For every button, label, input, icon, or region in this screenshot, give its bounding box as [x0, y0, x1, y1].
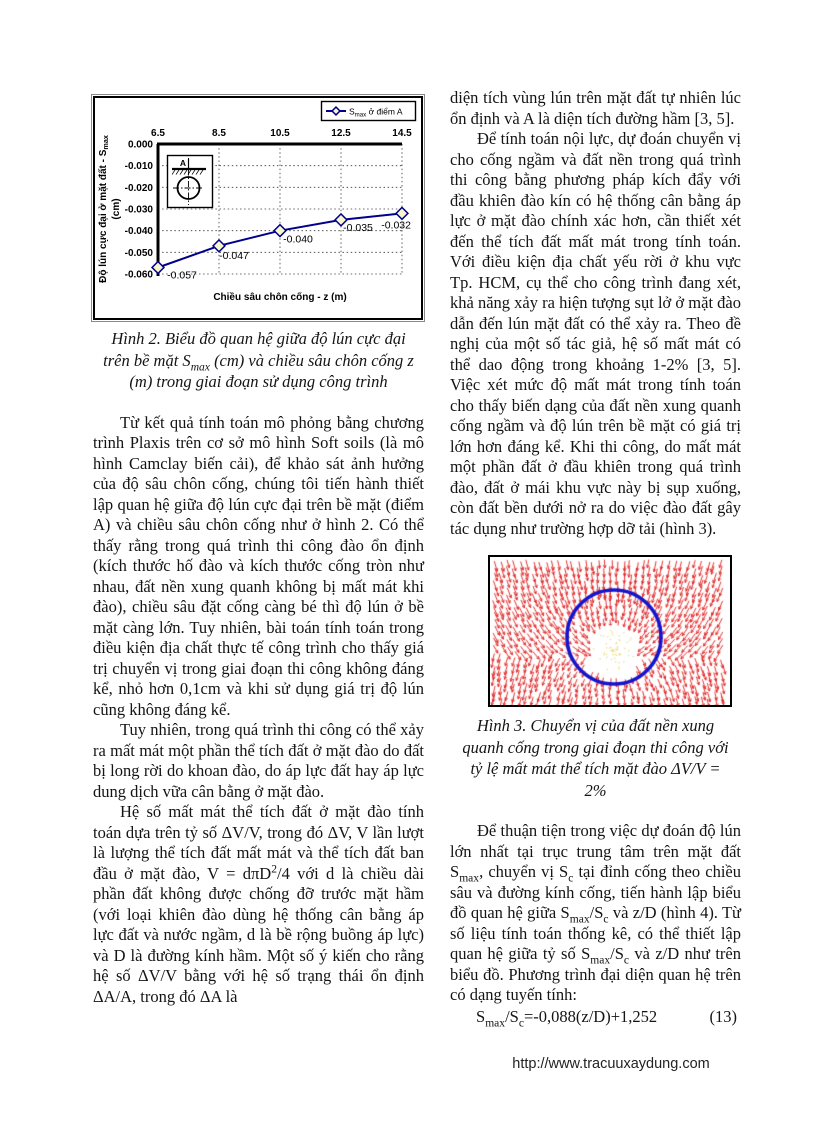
- equation-13-number: (13): [709, 1006, 737, 1026]
- y-tick-label: -0.010: [124, 161, 153, 173]
- figure2-caption: Hình 2. Biểu đồ quan hệ giữa độ lún cực đại trên bề mặt $S_{max}$ (cm) và chiều sâu chôn cống z (m) trong giai đoạn sử dụng công trình: [103, 329, 414, 391]
- left-paragraph-2: Tuy nhiên, trong quá trình thi công có thể xảy ra mất mát một phần thể tích đất ở mặt đào do đất bị long rời do khoan đào, do áp lực đất hay áp lực dung dịch vữa cân bằng ở mặt đào.: [93, 720, 424, 801]
- y-tick-label: -0.040: [124, 226, 153, 238]
- data-point-label: -0.032: [381, 219, 411, 232]
- left-paragraph-3: Hệ số mất mát thể tích đất ở mặt đào tính toán dựa trên tỷ số ΔV/V, trong đó ΔV, V lần lượt là lượng thể tích đất mất mát và thể tích đất ban đầu ở mặt đào, V = dπD$^2$/4 với d là chiều dài phần đất không được chống đỡ trước mặt hầm (với loại khiên đào dùng hệ thống cân bằng áp lực đất và nước ngầm, d là bề rộng buồng áp lực) và D là đường kính hầm. Một số ý kiến cho rằng hệ số ΔV/V bằng với hệ số trạng thái ổn định ΔA/A, trong đó ΔA là: [93, 802, 424, 1006]
- x-axis-title: Chiều sâu chôn cống - z (m): [213, 292, 347, 303]
- data-point-label: -0.035: [343, 221, 373, 234]
- right-paragraph-2: Để tính toán nội lực, dự đoán chuyển vị cho cống ngầm và đất nền trong quá trình thi công bằng phương pháp kích đẩy với đầu khiên đào kín có hệ thống cân bằng áp lực ở mặt đào chính xác hơn, cần thiết xét đến thể tích đất mất mát trong tính toán. Với điều kiện địa chất yếu rời ở khu vực Tp. HCM, cụ thể cho công trình đang xét, khả năng xảy ra hiện tượng sụt lở ở mặt đào dẫn đến lún mặt đất có thể xảy ra. Theo đề nghị của một số tác giả, hệ số mất mát có thể dao động trong khoảng 1-2% [3, 5]. Việc xét mức độ mất mát trong tính toán cho thấy biến dạng của đất nền xung quanh cống ngầm và độ lún trên bề mặt có giá trị lớn hơn đáng kể. Khi thi công, do mất mát một phần đất ở đầu khiên trong quá trình đào, đất ở mái khu vực này bị sụp xuống, còn đất bền dưới nở ra do việc đào đất gây tác dụng như trường hợp dỡ tải (hình 3).: [450, 129, 741, 538]
- chart-legend: [322, 102, 416, 121]
- right-column: [450, 88, 741, 1027]
- y-tick-label: -0.060: [124, 269, 153, 281]
- figure3-caption: Hình 3. Chuyển vị của đất nền xung quanh cống trong giai đoạn thi công với tỷ lệ mất mát thể tích mặt đào ΔV/V = 2%: [462, 716, 729, 800]
- data-point-marker: [152, 262, 164, 274]
- x-tick-label: 6.5: [151, 128, 165, 139]
- y-tick-label: 0.000: [127, 139, 153, 151]
- legend-label: $S_{max}$ ở điểm A: [349, 106, 403, 119]
- y-axis-title: Độ lún cực đại ở mặt đất - $S_{max}$: [98, 135, 110, 283]
- y-axis-unit: (cm): [111, 198, 122, 220]
- left-paragraph-1: Từ kết quả tính toán mô phỏng bằng chương trình Plaxis trên cơ sở mô hình Soft soils (là mô hình Camclay biến cải), để khảo sát ảnh hưởng của độ sâu chôn cống, chúng tôi tiến hành thiết lập quan hệ giữa độ lún cực đại trên bề mặt (điểm A) và chiều sâu chôn cống như ở hình 2. Có thể thấy rằng trong quá trình thi công đào ổn định (kích thước hố đào và kích thước cống tròn như nhau, đất nền xung quanh không bị mất mát khi đào), chiều sâu đặt cống càng bé thì độ lún ở bề mặt càng lớn. Tuy nhiên, bài toán tính toán trong điều kiện địa chất thực tế công trình cho thấy giá trị chuyển vị trong giai đoạn thi công không đáng kể, nhỏ hơn 0,1cm và khi sử dụng giá trị độ lún cũng không đáng kể.: [93, 412, 424, 719]
- y-tick-label: -0.050: [124, 247, 153, 259]
- footer-url[interactable]: http://www.tracuuxaydung.com: [512, 1056, 710, 1072]
- figure3-canvas: [490, 557, 730, 705]
- equation-13-row: [450, 1007, 741, 1028]
- equation-13: $S_{max}/S_c=-0,088(z/D)+1,252$: [476, 1006, 658, 1029]
- left-column: [93, 96, 424, 1007]
- tunnel-inset-icon: [168, 156, 213, 208]
- x-tick-label: 10.5: [270, 128, 290, 139]
- x-tick-label: 14.5: [392, 128, 412, 139]
- figure3-image: [488, 555, 732, 707]
- x-tick-label: 8.5: [212, 128, 226, 139]
- figure2-chart: [93, 96, 423, 320]
- x-tick-label: 12.5: [331, 128, 351, 139]
- right-paragraph-3: Để thuận tiện trong việc dự đoán độ lún lớn nhất tại trục trung tâm trên mặt đất $S_{max}$, chuyển vị $S_c$ tại đỉnh cống theo chiều sâu và đường kính cống, tiến hành lập biểu đồ quan hệ giữa $S_{max}/S_c$ và z/D (hình 4). Từ số liệu tính toán thống kê, có thể thiết lập quan hệ giữa tỷ số $S_{max}/S_c$ và z/D như trên biểu đồ. Phương trình đại diện quan hệ trên có dạng tuyến tính:: [450, 821, 741, 1004]
- data-point-label: -0.057: [167, 269, 197, 282]
- inset-point-A-label: A: [179, 158, 186, 168]
- y-tick-label: -0.020: [124, 182, 153, 194]
- figure2-chart-svg: [95, 98, 421, 318]
- data-point-marker: [396, 207, 408, 219]
- right-paragraph-1: diện tích vùng lún trên mặt đất tự nhiên lúc ổn định và A là diện tích đường hầm [3, 5].: [450, 88, 741, 128]
- data-point-label: -0.040: [283, 233, 313, 246]
- data-point-label: -0.047: [219, 249, 249, 262]
- y-tick-label: -0.030: [124, 204, 153, 216]
